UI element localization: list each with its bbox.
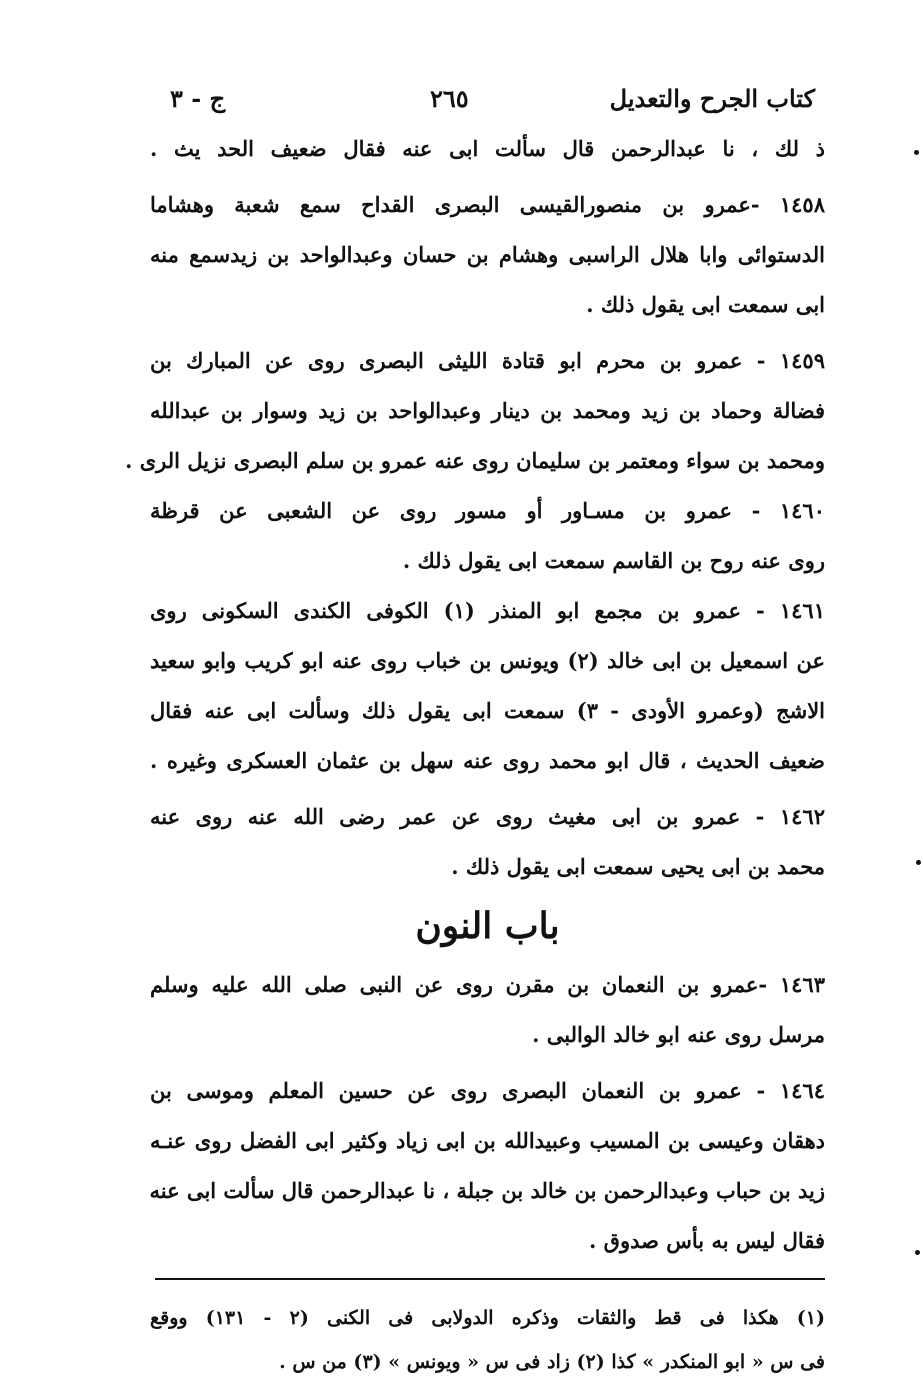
main-text (125, 124, 825, 892)
text-line: ١٤٦٠ - عمرو بن مسـاور أو مسور روى عن الشعبى عن قرظة (150, 498, 825, 523)
section-heading: باب النون (415, 905, 560, 947)
text-line: مرسل روى عنه ابو خالد الوالبى . (532, 1022, 825, 1047)
text-line: دهقان وعيسى بن المسيب وعبيدالله بن ابى زياد وكثير ابى الفضل روى عنـه (150, 1128, 825, 1153)
text-line: الاشج (وعمرو الأودى - ٣) سمعت ابى يقول ذلك وسألت ابى عنه فقال (150, 698, 825, 723)
scan-speck (914, 150, 919, 155)
running-header (150, 80, 825, 124)
text-line: الدستوائى وابا هلال الراسبى وهشام بن حسان وعبدالواحد بن زيدسمع منه (150, 242, 825, 267)
text-line: ١٤٦٢ - عمرو بن ابى مغيث روى عن عمر رضى الله عنه روى عنه (150, 804, 825, 829)
text-line: ١٤٦٣ -عمرو بن النعمان بن مقرن روى عن النبى صلى الله عليه وسلم (150, 972, 825, 997)
text-line: ١٤٦٤ - عمرو بن النعمان البصرى روى عن حسين المعلم وموسى بن (150, 1078, 825, 1103)
footnotes (150, 1296, 825, 1384)
book-title: كتاب الجرح والتعديل (609, 84, 815, 113)
book-page (125, 80, 825, 1384)
text-line: محمد بن ابى يحيى سمعت ابى يقول ذلك . (451, 854, 825, 879)
volume-label: ج - ٣ (170, 84, 226, 113)
text-line: فضالة وحماد بن زيد ومحمد بن دينار وعبدالواحد بن زيد وسوار بن عبدالله (150, 398, 825, 423)
scan-speck (915, 1250, 920, 1255)
text-line: عن اسمعيل بن ابى خالد (٢) ويونس بن خباب روى عنه ابو كريب وابو سعيد (150, 648, 825, 673)
text-line: ضعيف الحديث ، قال ابو محمد روى عنه سهل بن عثمان العسكرى وغيره . (150, 748, 825, 773)
text-line: ابى سمعت ابى يقول ذلك . (586, 292, 825, 317)
footnote-line: (١) هكذا فى قط والثقات وذكره الدولابى فى الكنى (٢ - ١٣١) ووقع (150, 1307, 825, 1329)
text-line: ١٤٥٩ - عمرو بن محرم ابو قتادة الليثى البصرى روى عن المبارك بن (150, 348, 825, 373)
scan-speck (916, 860, 921, 865)
page-number: ٢٦٥ (430, 84, 469, 113)
section-text (150, 960, 825, 1266)
footnote-divider (155, 1278, 825, 1280)
text-line: ذ لك ، نا عبدالرحمن قال سألت ابى عنه فقال ضعيف الحد يث . (150, 136, 825, 161)
text-line: زيد بن حباب وعبدالرحمن بن خالد بن جبلة ، نا عبدالرحمن قال سألت ابى عنه (149, 1178, 825, 1203)
text-line: ١٤٦١ - عمرو بن مجمع ابو المنذر (١) الكوفى الكندى السكونى روى (150, 598, 825, 623)
text-line: ١٤٥٨ -عمرو بن منصورالقيسى البصرى القداح سمع شعبة وهشاما (150, 192, 825, 217)
text-line: فقال ليس به بأس صدوق . (589, 1228, 825, 1253)
footnote-line: فى س « ابو المنكدر » كذا (٢) زاد فى س « ويونس » (٣) من س . (279, 1351, 825, 1373)
text-line: روى عنه روح بن القاسم سمعت ابى يقول ذلك . (402, 548, 825, 573)
text-line: ومحمد بن سواء ومعتمر بن سليمان روى عنه عمرو بن سلم البصرى نزيل الرى . (125, 448, 825, 473)
